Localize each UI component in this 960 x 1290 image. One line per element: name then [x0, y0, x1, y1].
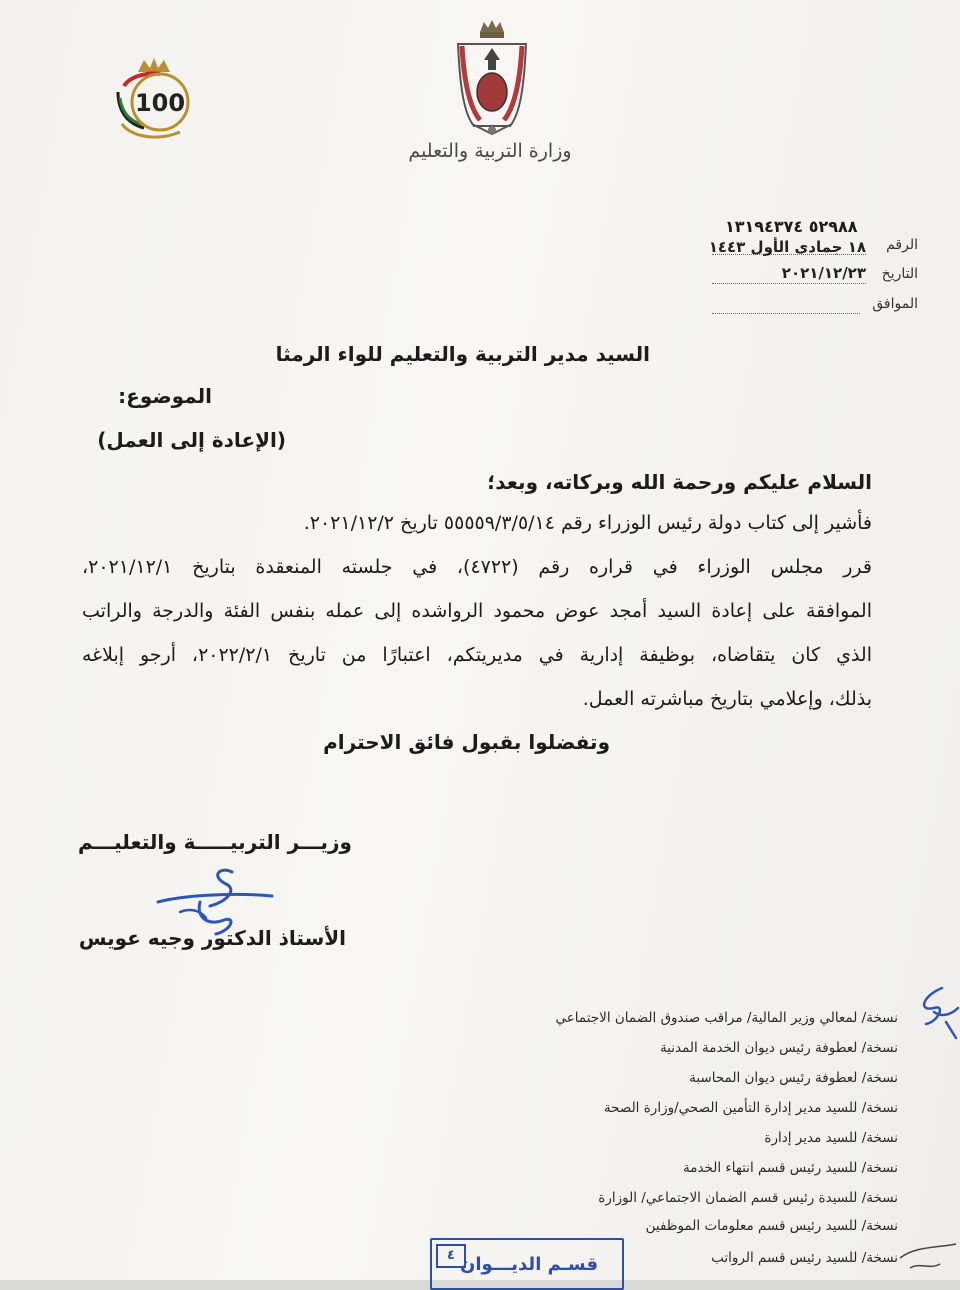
date-label: التاريخ: [881, 266, 918, 282]
date-value: ٢٠٢١/١٢/٢٣: [781, 264, 866, 282]
copy-line-8: نسخة/ للسيد رئيس قسم معلومات الموظفين: [645, 1218, 898, 1234]
copy-line-9: نسخة/ للسيد رئيس قسم الرواتب: [711, 1250, 898, 1266]
copy-line-7: نسخة/ للسيدة رئيس قسم الضمان الاجتماعي/ الوزارة: [598, 1190, 898, 1206]
copy-line-2: نسخة/ لعطوفة رئيس ديوان الخدمة المدنية: [659, 1040, 898, 1056]
closing: وتفضلوا بقبول فائق الاحترام: [323, 730, 610, 754]
addressee: السيد مدير التربية والتعليم للواء الرمثا: [275, 342, 650, 366]
greeting: السلام عليكم ورحمة الله وبركاته، وبعد؛: [487, 470, 872, 494]
centenary-logo: [108, 52, 200, 144]
ministry-name: وزارة التربية والتعليم: [408, 140, 572, 162]
paragraph-2-line-4: بذلك، وإعلامي بتاريخ مباشرته العمل.: [582, 688, 872, 710]
subject-text: (الإعادة إلى العمل): [97, 428, 286, 452]
registry-stamp: [430, 1238, 624, 1290]
corresponding-label: الموافق: [872, 296, 918, 312]
date-dotted-line: [712, 283, 866, 284]
copy-line-3: نسخة/ لعطوفة رئيس ديوان المحاسبة: [689, 1070, 898, 1086]
stamp-text: قسـم الديـــوان: [460, 1254, 598, 1275]
paragraph-2-line-1: قرر مجلس الوزراء في قراره رقم (٤٧٢٢)، في جلسته المنعقدة بتاريخ ٢٠٢١/١٢/١،: [82, 556, 872, 578]
coat-of-arms-emblem: [450, 18, 534, 138]
subject-label: الموضوع:: [118, 384, 212, 408]
reference-number: ٥٢٩٨٨ ١٣١٩٤٣٧٤: [725, 217, 858, 236]
paragraph-2-line-3: الذي كان يتقاضاه، بوظيفة إدارية في مديريتكم، اعتبارًا من تاريخ ٢٠٢٢/٢/١، أرجو إبلاغه: [82, 644, 872, 666]
reference-value: ١٨ جمادى الأول ١٤٤٣: [708, 238, 866, 256]
centenary-number: 100: [134, 89, 186, 117]
corresponding-dotted-line: [712, 313, 860, 314]
copy-line-5: نسخة/ للسيد مدير إدارة: [764, 1130, 898, 1146]
paragraph-2-line-2: الموافقة على إعادة السيد أمجد عوض محمود الرواشده إلى عمله بنفس الفئة والدرجة والراتب: [82, 600, 872, 622]
signer-title: وزيـــر التربيـــــة والتعليـــم: [77, 830, 352, 854]
reference-label: الرقم: [886, 237, 918, 253]
margin-handwritten-initials: [912, 978, 960, 1048]
signer-name: الأستاذ الدكتور وجيه عويس: [78, 926, 346, 950]
copy-line-4: نسخة/ للسيد مدير إدارة التأمين الصحي/وزارة الصحة: [603, 1100, 898, 1116]
copy-line-1: نسخة/ لمعالي وزير المالية/ مراقب صندوق الضمان الاجتماعي: [555, 1010, 898, 1026]
copy-line-6: نسخة/ للسيد رئيس قسم انتهاء الخدمة: [683, 1160, 898, 1176]
margin-pencil-mark: [896, 1240, 960, 1280]
stamp-number-box: ٤: [436, 1244, 466, 1268]
paragraph-1: فأشير إلى كتاب دولة رئيس الوزراء رقم ٥٥٥٥٩/٣/٥/١٤ تاريخ ٢٠٢١/١٢/٢.: [303, 512, 872, 534]
